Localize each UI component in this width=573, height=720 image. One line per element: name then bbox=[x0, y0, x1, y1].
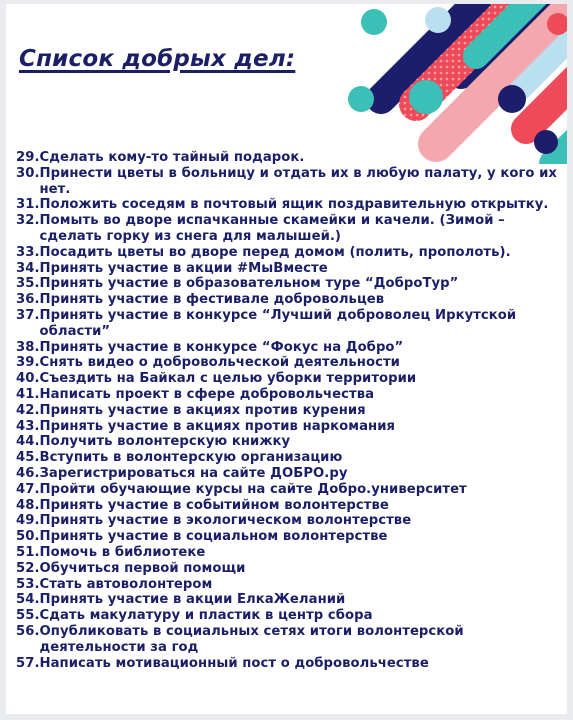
list-item bbox=[16, 482, 563, 498]
item-number: 52. bbox=[16, 560, 40, 576]
item-number: 36. bbox=[16, 292, 40, 308]
item-text: Съездить на Байкал с целью уборки территории bbox=[39, 371, 417, 387]
item-text: Помыть во дворе испачканные скамейки и качели. (Зимой – сделать горку из снега для малышей.) bbox=[39, 213, 505, 244]
item-number: 31. bbox=[16, 197, 40, 213]
item-text: Стать автоволонтером bbox=[39, 576, 213, 592]
item-number: 44. bbox=[16, 434, 40, 450]
item-text: Принести цветы в больницу и отдать их в любую палату, у кого их нет. bbox=[39, 165, 557, 197]
list-item bbox=[16, 150, 563, 166]
item-text: Принять участие в экологическом волонтерстве bbox=[39, 513, 412, 529]
item-number: 47. bbox=[16, 481, 40, 497]
item-number: 46. bbox=[16, 465, 40, 481]
item-number: 55. bbox=[16, 608, 40, 624]
item-text: Вступить в волонтерскую организацию bbox=[39, 450, 343, 466]
list-item bbox=[16, 656, 563, 672]
item-text: Принять участие в акции ЕлкаЖеланий bbox=[39, 592, 346, 608]
list-item bbox=[16, 355, 563, 371]
item-text: Помочь в библиотеке bbox=[39, 544, 206, 560]
item-text: Обучиться первой помощи bbox=[39, 560, 246, 576]
item-text: Принять участие в акциях против курения bbox=[39, 402, 366, 418]
list-item bbox=[16, 197, 563, 213]
item-number: 56. bbox=[16, 623, 40, 639]
item-number: 34. bbox=[16, 260, 40, 276]
list-item bbox=[16, 403, 563, 419]
item-text: Принять участие в социальном волонтерстве bbox=[39, 529, 388, 545]
list-item bbox=[16, 592, 563, 608]
list-item bbox=[16, 450, 563, 466]
item-number: 42. bbox=[16, 402, 40, 418]
item-number: 37. bbox=[16, 307, 40, 323]
list-item bbox=[16, 513, 563, 529]
item-number: 51. bbox=[16, 544, 40, 560]
list-item bbox=[16, 276, 563, 292]
list-item bbox=[16, 529, 563, 545]
list-item bbox=[16, 624, 563, 656]
list-item bbox=[16, 419, 563, 435]
list-item bbox=[16, 292, 563, 308]
document-page bbox=[6, 4, 567, 714]
item-number: 57. bbox=[16, 655, 40, 671]
page-title: Список добрых дел: bbox=[19, 46, 296, 72]
list-item bbox=[16, 245, 563, 261]
item-number: 38. bbox=[16, 339, 40, 355]
list-item bbox=[16, 577, 563, 593]
list-item bbox=[16, 371, 563, 387]
item-text: Написать проект в сфере добровольчества bbox=[39, 386, 375, 402]
item-number: 29. bbox=[16, 150, 40, 165]
item-text: Сделать кому-то тайный подарок. bbox=[39, 150, 305, 165]
item-text: Зарегистрироваться на сайте ДОБРО.ру bbox=[39, 465, 348, 481]
item-text: Опубликовать в социальных сетях итоги волонтерской деятельности за год bbox=[39, 623, 464, 655]
item-number: 41. bbox=[16, 386, 40, 402]
item-text: Принять участие в акциях против наркомания bbox=[39, 418, 396, 434]
item-text: Принять участие в конкурсе “Фокус на Добро” bbox=[39, 339, 404, 355]
list-item bbox=[16, 213, 563, 245]
item-text: Принять участие в фестивале добровольцев bbox=[39, 292, 385, 308]
item-number: 40. bbox=[16, 371, 40, 387]
good-deeds-list bbox=[16, 150, 563, 671]
list-item bbox=[16, 308, 563, 340]
list-item bbox=[16, 545, 563, 561]
item-number: 43. bbox=[16, 418, 40, 434]
item-text: Сдать макулатуру и пластик в центр сбора bbox=[39, 608, 373, 624]
list-item bbox=[16, 608, 563, 624]
item-text: Написать мотивационный пост о добровольчестве bbox=[39, 655, 429, 671]
item-text: Посадить цветы во дворе перед домом (полить, прополоть). bbox=[39, 244, 511, 260]
list-item bbox=[16, 166, 563, 198]
list-item bbox=[16, 261, 563, 277]
list-item bbox=[16, 387, 563, 403]
item-text: Пройти обучающие курсы на сайте Добро.университет bbox=[39, 481, 467, 497]
item-number: 32. bbox=[16, 213, 40, 229]
item-number: 45. bbox=[16, 450, 40, 466]
list-item bbox=[16, 340, 563, 356]
item-text: Принять участие в событийном волонтерстве bbox=[39, 497, 389, 513]
item-number: 53. bbox=[16, 576, 40, 592]
item-number: 48. bbox=[16, 497, 40, 513]
item-number: 39. bbox=[16, 355, 40, 371]
item-text: Принять участие в конкурсе “Лучший доброволец Иркутской области” bbox=[39, 307, 517, 339]
decorative-graphic bbox=[6, 4, 567, 164]
item-number: 54. bbox=[16, 592, 40, 608]
list-item bbox=[16, 434, 563, 450]
item-text: Получить волонтерскую книжку bbox=[39, 434, 291, 450]
item-number: 33. bbox=[16, 244, 40, 260]
list-item bbox=[16, 561, 563, 577]
item-number: 49. bbox=[16, 513, 40, 529]
list-item bbox=[16, 466, 563, 482]
item-text: Принять участие в образовательном туре “ДоброТур” bbox=[39, 276, 459, 292]
item-text: Принять участие в акции #МыВместе bbox=[39, 260, 328, 276]
item-number: 30. bbox=[16, 165, 40, 181]
item-number: 35. bbox=[16, 276, 40, 292]
item-text: Снять видео о добровольческой деятельности bbox=[39, 355, 400, 371]
item-text: Положить соседям в почтовый ящик поздравительную открытку. bbox=[39, 197, 549, 213]
list-item bbox=[16, 498, 563, 514]
item-number: 50. bbox=[16, 529, 40, 545]
